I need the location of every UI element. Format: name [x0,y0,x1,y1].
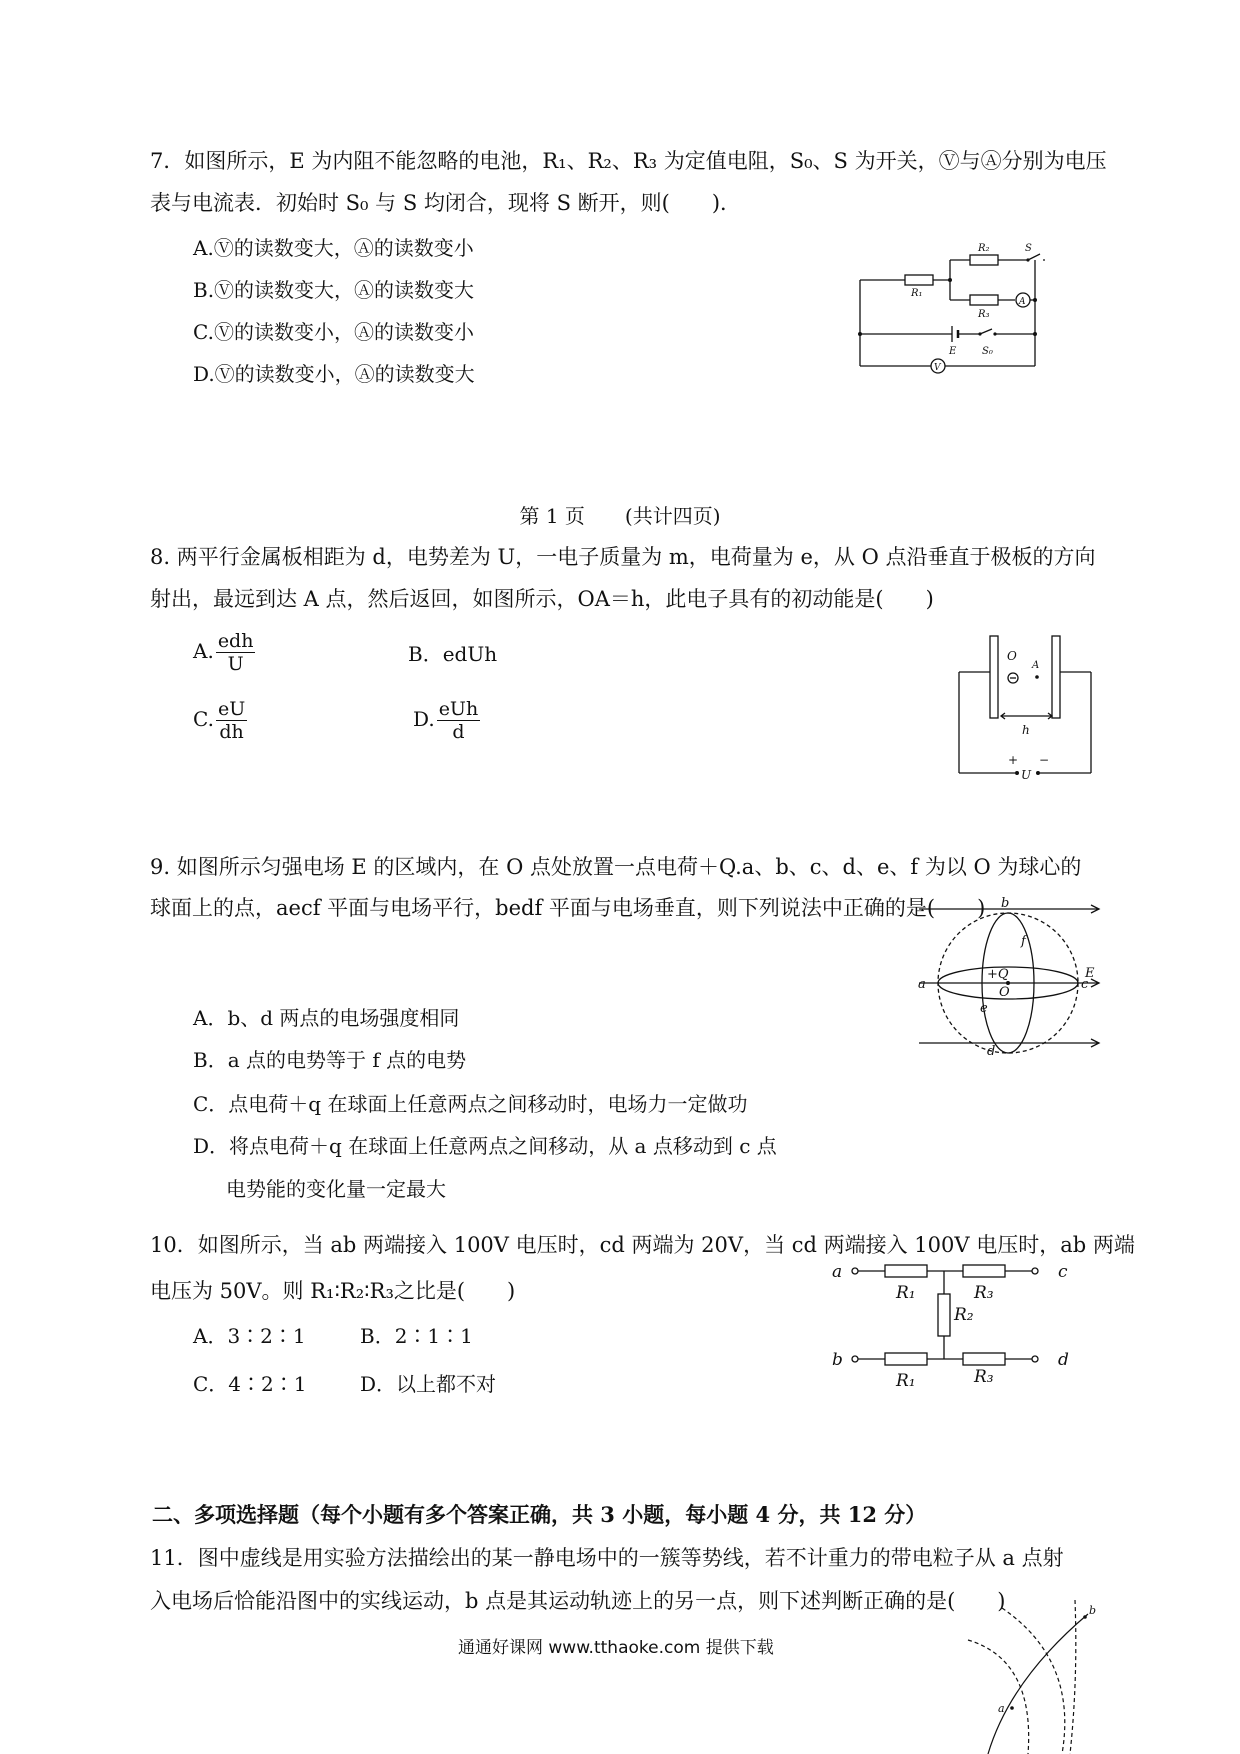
q10-line2: 电压为 50V。则 R₁∶R₂∶R₃之比是( ) [150,1279,516,1303]
q7-option-d: D.Ⓥ的读数变小，Ⓐ的读数变大 [193,362,475,386]
q7-label-s0: S₀ [982,346,993,357]
q10-label-r1-top: R₁ [896,1283,916,1303]
q10-label-a: a [832,1262,843,1282]
q9-label-f: f [1021,934,1026,949]
q9-label-d: d [987,1044,996,1058]
q7-label-s: S [1025,243,1032,254]
q10-option-a: A．3∶2∶1 [193,1324,306,1348]
section-2-heading: 二、多项选择题（每个小题有多个答案正确，共 3 小题，每小题 4 分，共 12 分） [152,1502,927,1527]
q8-option-d-denominator: d [452,721,465,743]
q10-label-d: d [1058,1350,1069,1370]
q10-option-b: B．2∶1∶1 [360,1324,473,1348]
q8-label-h: h [1022,723,1030,737]
q7-label-r1: R₁ [911,288,923,299]
q7-option-a: A.Ⓥ的读数变大，Ⓐ的读数变小 [193,236,474,260]
q7-label-ammeter: A [1019,297,1026,307]
q8-line1: 8. 两平行金属板相距为 d，电势差为 U，一电子质量为 m，电荷量为 e，从 O 点沿垂直于极板的方向 [150,545,1096,569]
q10-line1: 10．如图所示，当 ab 两端接入 100V 电压时，cd 两端为 20V，当 cd 两端接入 100V 电压时，ab 两端 [150,1233,1135,1257]
q8-plates-diagram [955,632,1105,782]
q10-label-r3-bottom: R₃ [974,1367,994,1387]
q7-label-e: E [949,346,957,357]
q8-option-d: D. $\frac{\text{eUh}}{d}$ [413,698,479,743]
q7-label-voltmeter: V [934,363,941,373]
q11-label-b: b [1089,1604,1097,1617]
q10-circuit-diagram [830,1260,1080,1390]
q9-label-o: O [999,985,1010,1000]
q9-option-c: C．点电荷＋q 在球面上任意两点之间移动时，电场力一定做功 [193,1092,748,1116]
q8-option-a-numerator: edh [217,630,254,652]
q9-option-d: D．将点电荷＋q 在球面上任意两点之间移动，从 a 点移动到 c 点 [193,1134,777,1158]
q9-label-a: a [918,977,926,992]
q9-label-e: e [980,1001,988,1016]
q9-option-d-continued: 电势能的变化量一定最大 [226,1177,446,1201]
q8-label-minus: − [1039,753,1050,767]
q9-label-plus-q: +Q [987,967,1009,982]
download-watermark: 通通好课网 www.tthaoke.com 提供下载 [458,1638,774,1658]
q7-circuit-diagram [845,238,1045,378]
q11-equipotential-diagram [950,1600,1100,1754]
q10-option-d: D．以上都不对 [360,1372,497,1396]
q9-line2: 球面上的点，aecf 平面与电场平行，bedf 平面与电场垂直，则下列说法中正确的是( ) [150,896,986,920]
q7-label-r3: R₃ [978,309,990,320]
q10-label-r2: R₂ [954,1305,974,1325]
q10-label-b: b [832,1350,843,1370]
q8-option-b: B．edUh [408,642,498,666]
q7-option-c: C.Ⓥ的读数变小，Ⓐ的读数变小 [193,320,474,344]
q7-label-r2: R₂ [978,243,990,254]
q9-option-a: A．b、d 两点的电场强度相同 [193,1006,460,1030]
q8-option-c-numerator: eU [217,698,246,720]
q11-line2: 入电场后恰能沿图中的实线运动，b 点是其运动轨迹上的另一点，则下述判断正确的是( ) [150,1589,1006,1613]
page-footer: 第 1 页 (共计四页) [519,504,721,528]
q8-option-a-denominator: U [227,653,244,675]
q9-option-b: B．a 点的电势等于 f 点的电势 [193,1048,467,1072]
q10-label-r3-top: R₃ [974,1283,994,1303]
q10-label-c: c [1058,1262,1068,1282]
q10-label-r1-bottom: R₁ [896,1371,916,1390]
q8-option-a: A. $\frac{\text{edh}}{U}$ [193,630,254,675]
q7-line2: 表与电流表．初始时 S₀ 与 S 均闭合，现将 S 断开，则( )． [150,191,742,215]
q7-option-b: B.Ⓥ的读数变大，Ⓐ的读数变大 [193,278,475,302]
q9-label-c: c [1081,977,1089,992]
q8-option-d-numerator: eUh [438,698,479,720]
q9-label-b: b [1001,896,1010,911]
q10-option-c: C．4∶2∶1 [193,1372,307,1396]
q7-line1: 7．如图所示，E 为内阻不能忽略的电池，R₁、R₂、R₃ 为定值电阻，S₀、S 为开关，Ⓥ与Ⓐ分别为电压 [150,149,1107,173]
q11-label-a: a [998,1702,1005,1715]
q9-line1: 9. 如图所示匀强电场 E 的区域内，在 O 点处放置一点电荷＋Q.a、b、c、d、e、f 为以 O 为球心的 [150,855,1082,879]
q8-label-plus: + [1008,753,1019,767]
q8-option-c: C. $\frac{eU}{dh}$ [193,698,246,743]
q8-label-a: A [1032,660,1040,671]
q11-line1: 11．图中虚线是用实验方法描绘出的某一静电场中的一簇等势线，若不计重力的带电粒子从 a 点射 [150,1546,1064,1570]
q8-label-o: O [1007,649,1017,663]
q8-label-u: U [1021,768,1032,782]
q8-option-c-denominator: dh [219,721,244,743]
q8-line2: 射出，最远到达 A 点，然后返回，如图所示，OA＝h，此电子具有的初动能是( ) [150,587,934,611]
q9-sphere-diagram [915,888,1105,1058]
q9-label-field-e: E [1085,966,1095,981]
